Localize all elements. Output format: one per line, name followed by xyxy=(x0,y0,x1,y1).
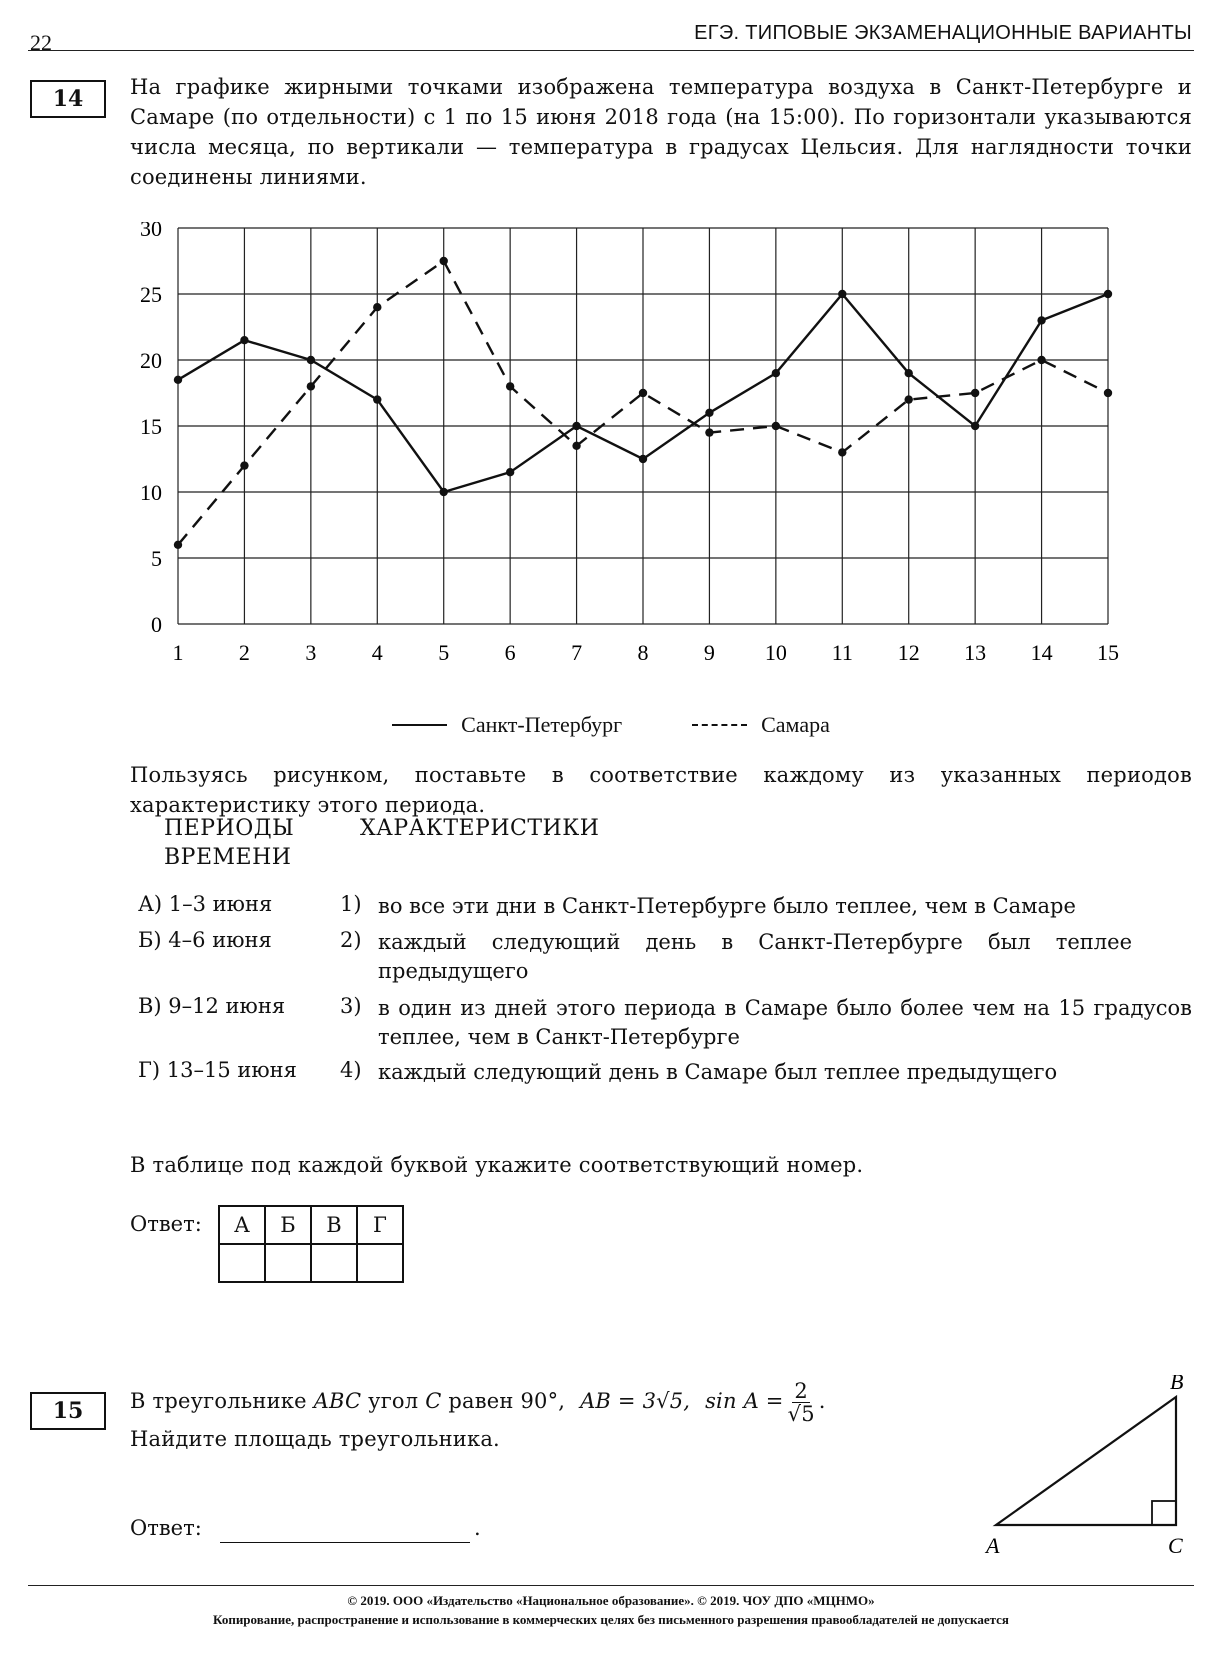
data-point-spb xyxy=(307,356,315,364)
x-tick-label: 4 xyxy=(371,640,383,665)
y-tick-label: 30 xyxy=(140,222,162,241)
data-point-spb xyxy=(373,395,381,403)
data-point-spb xyxy=(572,422,580,430)
vertex-c-label: C xyxy=(1168,1533,1183,1558)
periods-header: ПЕРИОДЫ ВРЕМЕНИ xyxy=(164,816,295,870)
data-point-spb xyxy=(440,488,448,496)
task-15-question: Найдите площадь треугольника. xyxy=(130,1427,500,1451)
temperature-chart xyxy=(120,222,1130,692)
x-tick-label: 3 xyxy=(305,640,317,665)
x-tick-label: 1 xyxy=(172,640,184,665)
data-point-samara xyxy=(240,461,248,469)
task-14-number: 14 xyxy=(30,80,106,118)
x-tick-label: 12 xyxy=(897,640,920,665)
answer-letter-a: А xyxy=(219,1206,265,1244)
characteristic-number: 4) xyxy=(340,1058,362,1082)
data-point-samara xyxy=(705,428,713,436)
data-point-spb xyxy=(1104,290,1112,298)
data-point-samara xyxy=(440,257,448,265)
text-segment: В треугольнике xyxy=(130,1389,307,1413)
x-tick-label: 11 xyxy=(831,640,853,665)
x-tick-label: 15 xyxy=(1097,640,1119,665)
legend-item-samara xyxy=(692,712,830,738)
period-g: Г) 13–15 июня xyxy=(138,1058,297,1082)
characteristic-text: каждый следующий день в Санкт-Петербурге был теплее предыдущего xyxy=(378,930,1132,983)
y-axis-tick-labels xyxy=(140,222,162,637)
answer-period: . xyxy=(474,1516,481,1540)
x-tick-label: 7 xyxy=(571,640,583,665)
data-point-spb xyxy=(772,369,780,377)
answer-table xyxy=(218,1205,404,1283)
y-tick-label: 25 xyxy=(140,282,162,307)
legend-solid-line xyxy=(392,724,447,726)
data-point-samara xyxy=(307,382,315,390)
chart-legend xyxy=(0,712,1222,738)
x-axis-tick-labels xyxy=(173,640,1120,665)
data-point-spb xyxy=(1037,316,1045,324)
chart-grid xyxy=(178,228,1108,624)
data-point-samara xyxy=(506,382,514,390)
ab-expression: AB = 3√5, xyxy=(580,1389,691,1413)
vertex-b-label: B xyxy=(1170,1375,1184,1394)
data-point-samara xyxy=(1104,389,1112,397)
data-point-spb xyxy=(240,336,248,344)
data-point-samara xyxy=(174,541,182,549)
x-tick-label: 5 xyxy=(438,640,450,665)
data-point-samara xyxy=(1037,356,1045,364)
triangle-figure xyxy=(980,1375,1200,1565)
data-point-samara xyxy=(572,442,580,450)
footer-divider xyxy=(28,1585,1194,1586)
task-15-number: 15 xyxy=(30,1392,106,1430)
angle-vertex: C xyxy=(425,1389,442,1413)
legend-dashed-line xyxy=(692,724,747,726)
header-divider xyxy=(28,50,1194,51)
data-point-samara xyxy=(971,389,979,397)
characteristic-number: 3) xyxy=(340,994,362,1018)
answer-cell-b[interactable] xyxy=(265,1244,311,1282)
fraction-denominator: √5 xyxy=(787,1402,815,1426)
vertex-a-label: A xyxy=(986,1533,1000,1558)
answer-cell-v[interactable] xyxy=(311,1244,357,1282)
characteristic-text: в один из дней этого периода в Самаре было более чем на 15 градусов теплее, чем в Санкт-Петербурге xyxy=(378,996,1192,1049)
answer-letter-b: Б xyxy=(265,1206,311,1244)
sentence-period: . xyxy=(818,1389,826,1413)
legend-item-spb xyxy=(392,712,622,738)
y-tick-label: 10 xyxy=(140,480,162,505)
task-14-intro: На графике жирными точками изображена температура воздуха в Санкт-Петербурге и Самаре (по отдельности) с 1 по 15 июня 2018 года (на 15:00). По горизонтали указываются числа месяца, по вертикали — температура в градусах Цельсия. Для наглядности точки соединены линиями. xyxy=(130,75,1192,189)
data-point-spb xyxy=(971,422,979,430)
data-point-spb xyxy=(705,409,713,417)
x-tick-label: 9 xyxy=(703,640,715,665)
legend-label-samara: Самара xyxy=(761,712,830,737)
text-segment: угол xyxy=(368,1389,419,1413)
fraction-numerator: 2 xyxy=(794,1379,808,1403)
data-point-samara xyxy=(838,448,846,456)
data-point-spb xyxy=(174,376,182,384)
x-tick-label: 6 xyxy=(504,640,516,665)
data-point-spb xyxy=(838,290,846,298)
footer-copyright: © 2019. ООО «Издательство «Национальное образование». © 2019. ЧОУ ДПО «МЦНМО» xyxy=(347,1593,875,1608)
text-segment: равен 90°, xyxy=(448,1389,566,1413)
data-point-samara xyxy=(639,389,647,397)
answer-cell-g[interactable] xyxy=(357,1244,403,1282)
legend-label-spb: Санкт-Петербург xyxy=(461,712,623,737)
data-point-spb xyxy=(639,455,647,463)
characteristic-text: каждый следующий день в Самаре был теплее предыдущего xyxy=(378,1060,1058,1084)
y-tick-label: 15 xyxy=(140,414,162,439)
data-point-spb xyxy=(506,468,514,476)
answer-cell-a[interactable] xyxy=(219,1244,265,1282)
period-a: А) 1–3 июня xyxy=(138,892,273,916)
data-point-spb xyxy=(905,369,913,377)
period-b: Б) 4–6 июня xyxy=(138,928,272,952)
answer-input-line[interactable] xyxy=(220,1542,470,1543)
characteristics-header: ХАРАКТЕРИСТИКИ xyxy=(360,816,600,841)
y-tick-label: 5 xyxy=(151,546,162,571)
task-15-statement xyxy=(130,1380,892,1425)
characteristic-number: 2) xyxy=(340,928,362,952)
answer-letter-g: Г xyxy=(357,1206,403,1244)
triangle-shape xyxy=(996,1397,1176,1525)
sin-fraction xyxy=(788,1380,815,1425)
footer-notice: Копирование, распространение и использование в коммерческих целях без письменного разрешения правообладателей не допускается xyxy=(213,1612,1009,1627)
x-tick-label: 13 xyxy=(964,640,987,665)
x-tick-label: 14 xyxy=(1030,640,1053,665)
right-angle-marker xyxy=(1152,1501,1176,1525)
answer-label-14: Ответ: xyxy=(130,1212,202,1236)
data-point-samara xyxy=(772,422,780,430)
data-point-samara xyxy=(905,395,913,403)
period-v: В) 9–12 июня xyxy=(138,994,286,1018)
triangle-name: ABC xyxy=(313,1389,362,1413)
sin-expression: sin A = xyxy=(705,1389,784,1413)
characteristic-text: во все эти дни в Санкт-Петербурге было теплее, чем в Самаре xyxy=(378,894,1076,918)
table-instruction: В таблице под каждой буквой укажите соответствующий номер. xyxy=(130,1153,864,1177)
data-point-samara xyxy=(373,303,381,311)
characteristic-number: 1) xyxy=(340,892,362,916)
answer-label-15: Ответ: xyxy=(130,1516,202,1540)
answer-letter-v: В xyxy=(311,1206,357,1244)
running-header: ЕГЭ. ТИПОВЫЕ ЭКЗАМЕНАЦИОННЫЕ ВАРИАНТЫ xyxy=(694,22,1192,44)
y-tick-label: 0 xyxy=(151,612,162,637)
x-tick-label: 8 xyxy=(637,640,649,665)
x-tick-label: 10 xyxy=(764,640,787,665)
x-tick-label: 2 xyxy=(238,640,250,665)
page-number: 22 xyxy=(30,30,52,55)
y-tick-label: 20 xyxy=(140,348,162,373)
task-14-instruction: Пользуясь рисунком, поставьте в соответствие каждому из указанных периодов характеристику этого периода. xyxy=(130,763,1192,817)
